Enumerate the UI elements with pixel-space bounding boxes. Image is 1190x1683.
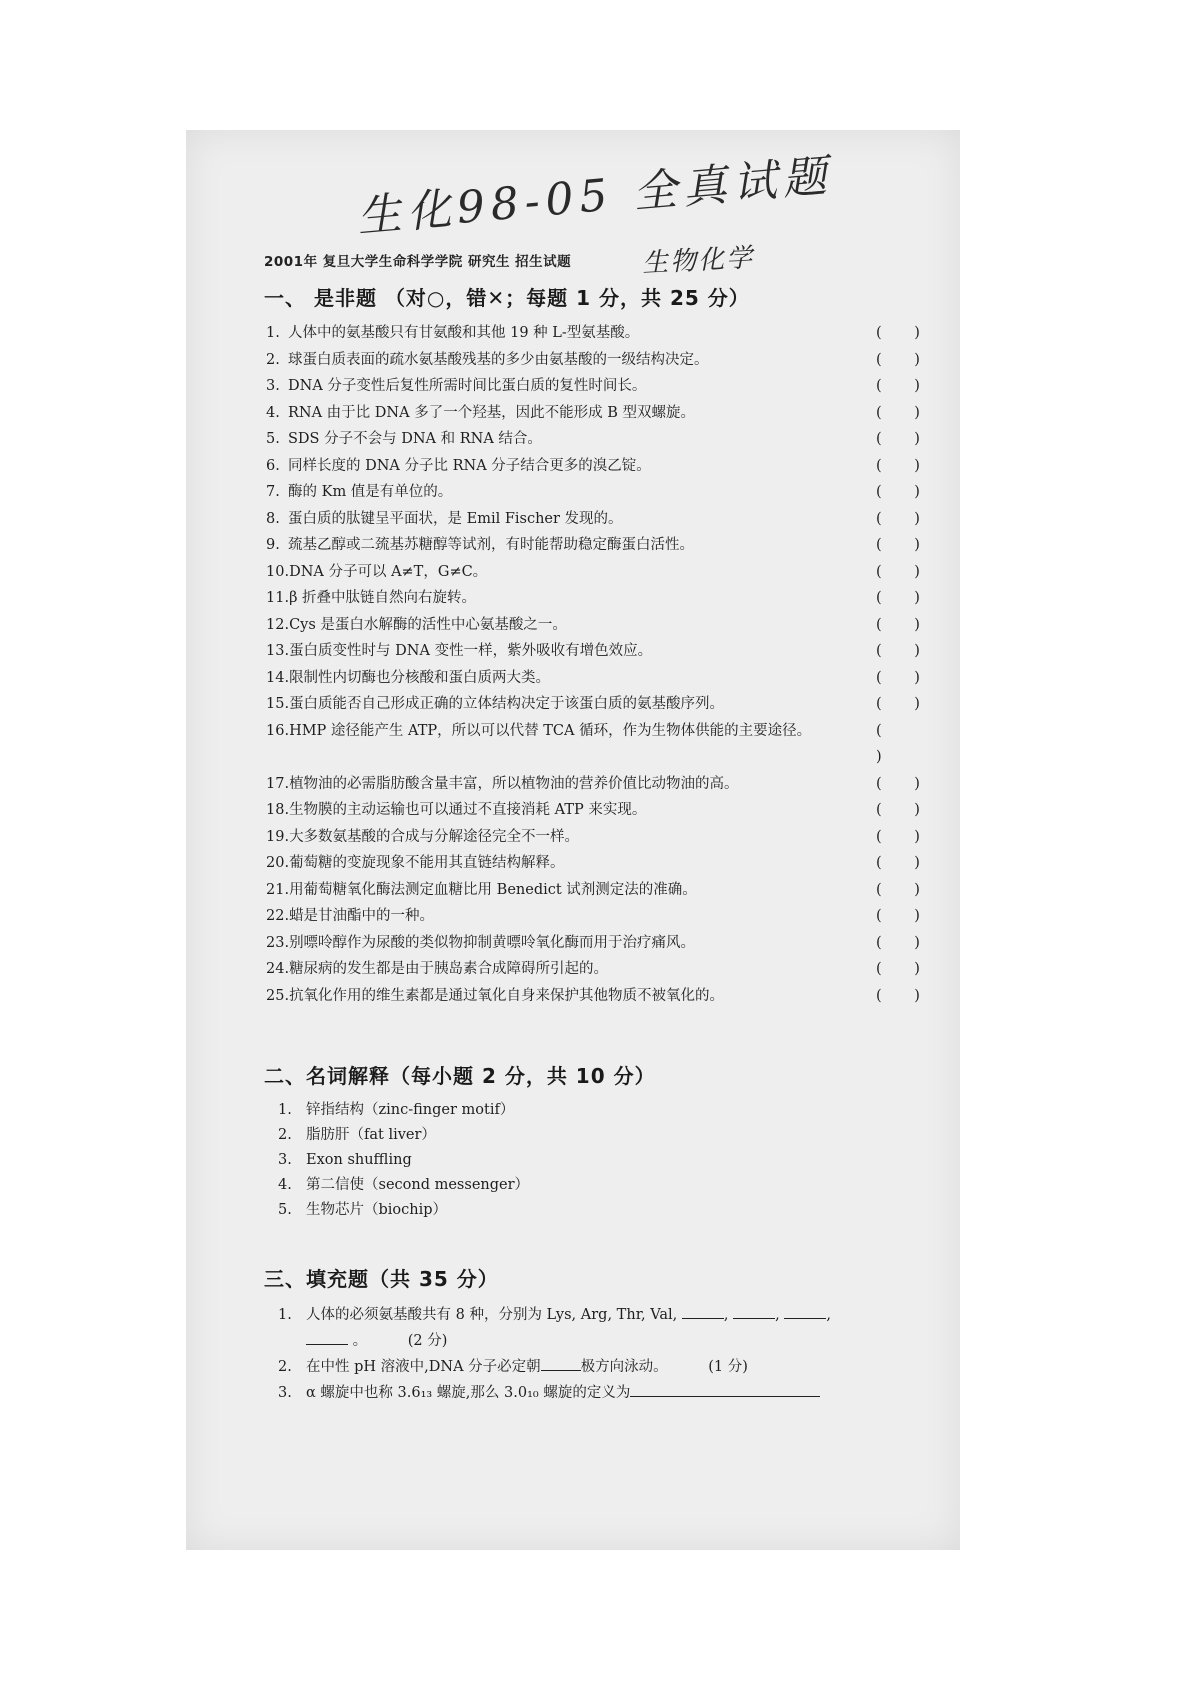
term-text: 生物芯片（biochip） [306, 1202, 448, 1218]
answer-blank[interactable] [541, 1356, 581, 1371]
tf-item [266, 956, 934, 983]
tf-item-text: 葡萄糖的变旋现象不能用其直链结构解释。 [289, 855, 565, 871]
answer-blank[interactable] [682, 1304, 724, 1319]
question-number: 2. [278, 1127, 292, 1143]
answer-parentheses[interactable]: ( ) [876, 404, 934, 421]
exam-header: 2001年 复旦大学生命科学学院 研究生 招生试题 [264, 254, 572, 270]
tf-item [266, 983, 934, 1010]
answer-parentheses[interactable]: ( ) [876, 351, 934, 368]
tf-item-text: 同样长度的 DNA 分子比 RNA 分子结合更多的溴乙锭。 [288, 457, 651, 474]
question-number: 15. [266, 696, 290, 712]
term-item [278, 1123, 529, 1148]
term-text: 脂肪肝（fat liver） [306, 1127, 436, 1143]
scanned-exam-page [186, 130, 960, 1550]
answer-parentheses[interactable]: ( ) [876, 325, 934, 341]
question-number: 21. [266, 881, 290, 898]
question-number: 8. [266, 510, 280, 527]
tf-item-text: 大多数氨基酸的合成与分解途径完全不一样。 [289, 828, 580, 845]
term-item [278, 1198, 529, 1223]
question-number: 4. [278, 1177, 292, 1193]
fill-q1-text: 人体的必须氨基酸共有 8 种，分别为 Lys, Arg, Thr, Val, [306, 1307, 678, 1323]
tf-item [266, 347, 934, 374]
term-text: 第二信使（second messenger） [306, 1177, 530, 1193]
question-number: 6. [266, 457, 280, 474]
answer-parentheses[interactable]: ( ) [876, 722, 896, 765]
answer-parentheses[interactable]: ( ) [876, 431, 934, 447]
question-number: 3. [278, 1385, 292, 1401]
tf-item [266, 930, 934, 957]
tf-item [266, 320, 934, 347]
question-number: 5. [278, 1202, 292, 1218]
tf-item-text: 蛋白质的肽键呈平面状，是 Emil Fischer 发现的。 [288, 510, 623, 527]
answer-parentheses[interactable]: ( ) [876, 590, 934, 606]
question-number: 16. [266, 722, 290, 739]
tf-item [266, 771, 934, 798]
question-number: 1. [266, 325, 280, 341]
question-number: 20. [266, 855, 290, 871]
term-text: 锌指结构（zinc-finger motif） [306, 1102, 515, 1118]
question-number: 1. [278, 1102, 292, 1118]
handwritten-title-note: 生化98-05 全真试题 [355, 150, 835, 243]
tf-item [266, 665, 934, 692]
question-number: 2. [278, 1359, 292, 1375]
tf-item-text: DNA 分子可以 A≠T，G≠C。 [289, 563, 488, 580]
answer-parentheses[interactable]: ( ) [876, 510, 934, 527]
question-number: 4. [266, 404, 280, 421]
answer-parentheses[interactable]: ( ) [876, 828, 934, 845]
answer-parentheses[interactable]: ( ) [876, 457, 934, 474]
fill-question-3 [278, 1380, 878, 1406]
tf-item [266, 850, 934, 877]
tf-item-text: Cys 是蛋白水解酶的活性中心氨基酸之一。 [289, 616, 567, 633]
question-number: 12. [266, 616, 290, 633]
question-number: 2. [266, 351, 280, 368]
term-item [278, 1098, 529, 1123]
handwritten-subject-note: 生物化学 [641, 243, 755, 279]
tf-item-text: 用葡萄糖氧化酶法测定血糖比用 Benedict 试剂测定法的准确。 [289, 881, 697, 898]
answer-parentheses[interactable]: ( ) [876, 987, 934, 1004]
question-number: 3. [278, 1152, 292, 1168]
tf-item [266, 373, 934, 400]
answer-parentheses[interactable]: ( ) [876, 908, 934, 924]
answer-parentheses[interactable]: ( ) [876, 855, 934, 871]
tf-item-text: 植物油的必需脂肪酸含量丰富，所以植物油的营养价值比动物油的高。 [289, 775, 739, 792]
tf-item [266, 479, 934, 506]
tf-item-text: 蜡是甘油酯中的一种。 [289, 908, 435, 924]
fill-q2-text: 在中性 pH 溶液中,DNA 分子必定朝 [306, 1359, 541, 1375]
question-number: 19. [266, 828, 290, 845]
question-number: 5. [266, 431, 280, 447]
fill-question-1: 1. 人体的必须氨基酸共有 8 种，分别为 Lys, Arg, Thr, Val, , , , 。 (2 分) [278, 1302, 878, 1354]
fill-q3-text: α 螺旋中也称 3.6₁₃ 螺旋,那么 3.0₁₀ 螺旋的定义为 [306, 1385, 631, 1401]
answer-parentheses[interactable]: ( ) [876, 775, 934, 792]
answer-parentheses[interactable]: ( ) [876, 802, 934, 818]
tf-item-text: 巯基乙醇或二巯基苏糖醇等试剂，有时能帮助稳定酶蛋白活性。 [288, 537, 694, 553]
tf-item [266, 612, 934, 639]
question-number: 24. [266, 961, 290, 977]
tf-item-text: 蛋白质能否自己形成正确的立体结构决定于该蛋白质的氨基酸序列。 [289, 696, 725, 712]
tf-item [266, 400, 934, 427]
tf-item-text: DNA 分子变性后复性所需时间比蛋白质的复性时间长。 [288, 378, 647, 394]
answer-parentheses[interactable]: ( ) [876, 616, 934, 633]
answer-parentheses[interactable]: ( ) [876, 537, 934, 553]
term-item [278, 1148, 529, 1173]
tf-item-text: 糖尿病的发生都是由于胰岛素合成障碍所引起的。 [289, 961, 609, 977]
tf-item-text: 抗氧化作用的维生素都是通过氧化自身来保护其他物质不被氧化的。 [289, 987, 725, 1004]
tf-item-text: 球蛋白质表面的疏水氨基酸残基的多少由氨基酸的一级结构决定。 [288, 351, 709, 368]
term-item [278, 1173, 529, 1198]
tf-item [266, 453, 934, 480]
tf-item-text: 酶的 Km 值是有单位的。 [288, 484, 453, 500]
answer-blank[interactable] [630, 1382, 820, 1397]
tf-item [266, 903, 934, 930]
answer-parentheses[interactable]: ( ) [876, 563, 934, 580]
tf-item-text: β 折叠中肽链自然向右旋转。 [289, 590, 477, 606]
tf-item-text: SDS 分子不会与 DNA 和 RNA 结合。 [288, 431, 542, 447]
question-number: 10. [266, 563, 290, 580]
question-number: 22. [266, 908, 290, 924]
tf-item-text: RNA 由于比 DNA 多了一个羟基，因此不能形成 B 型双螺旋。 [288, 404, 696, 421]
question-number: 9. [266, 537, 280, 553]
tf-item [266, 426, 934, 453]
answer-parentheses[interactable]: ( ) [876, 669, 934, 686]
answer-parentheses[interactable]: ( ) [876, 484, 934, 500]
answer-parentheses[interactable]: ( ) [876, 961, 934, 977]
tf-item [266, 824, 934, 851]
answer-blank[interactable] [733, 1304, 775, 1319]
section1-title: 一、 是非题 （对○，错✕；每题 1 分，共 25 分） [264, 286, 750, 310]
tf-item [266, 797, 934, 824]
fill-q2-tail: 极方向泳动。 [580, 1359, 668, 1375]
fill-q1-score: (2 分) [407, 1333, 448, 1349]
tf-item [266, 638, 934, 665]
term-text: Exon shuffling [306, 1152, 412, 1168]
tf-item [266, 532, 934, 559]
tf-item [266, 877, 934, 904]
tf-item-text: 人体中的氨基酸只有甘氨酸和其他 19 种 L-型氨基酸。 [288, 325, 640, 341]
tf-item-text: 别嘌呤醇作为尿酸的类似物抑制黄嘌呤氧化酶而用于治疗痛风。 [289, 934, 696, 951]
tf-item-text: 蛋白质变性时与 DNA 变性一样，紫外吸收有增色效应。 [289, 643, 653, 659]
tf-item-text: HMP 途径能产生 ATP，所以可以代替 TCA 循环，作为生物体供能的主要途径。 [289, 722, 812, 739]
question-number: 18. [266, 802, 290, 818]
answer-parentheses[interactable]: ( ) [876, 934, 934, 951]
answer-blank[interactable] [306, 1330, 348, 1345]
fill-q2-score: (1 分) [708, 1359, 748, 1375]
question-number: 23. [266, 934, 290, 951]
tf-item-text: 限制性内切酶也分核酸和蛋白质两大类。 [289, 669, 551, 686]
question-number: 11. [266, 590, 290, 606]
question-number: 14. [266, 669, 290, 686]
answer-blank[interactable] [784, 1304, 826, 1319]
tf-item-text: 生物膜的主动运输也可以通过不直接消耗 ATP 来实现。 [289, 802, 647, 818]
tf-item [266, 506, 934, 533]
tf-item [266, 718, 896, 771]
true-false-list [266, 320, 934, 1009]
answer-parentheses[interactable]: ( ) [876, 378, 934, 394]
tf-item [266, 559, 934, 586]
question-number: 25. [266, 987, 290, 1004]
term-list [278, 1098, 529, 1223]
section2-title: 二、名词解释（每小题 2 分，共 10 分） [264, 1064, 656, 1088]
question-number: 3. [266, 378, 280, 394]
tf-item [266, 585, 934, 612]
answer-parentheses[interactable]: ( ) [876, 696, 934, 712]
question-number: 13. [266, 643, 290, 659]
tf-item [266, 691, 934, 718]
question-number: 7. [266, 484, 280, 500]
question-number: 17. [266, 775, 290, 792]
fill-q1-end: 。 [352, 1333, 368, 1349]
answer-parentheses[interactable]: ( ) [876, 643, 934, 659]
section3-title: 三、填充题（共 35 分） [264, 1267, 499, 1291]
fill-question-2 [278, 1354, 878, 1380]
fill-in-list [278, 1302, 878, 1406]
question-number: 1. [278, 1307, 292, 1323]
answer-parentheses[interactable]: ( ) [876, 881, 934, 898]
